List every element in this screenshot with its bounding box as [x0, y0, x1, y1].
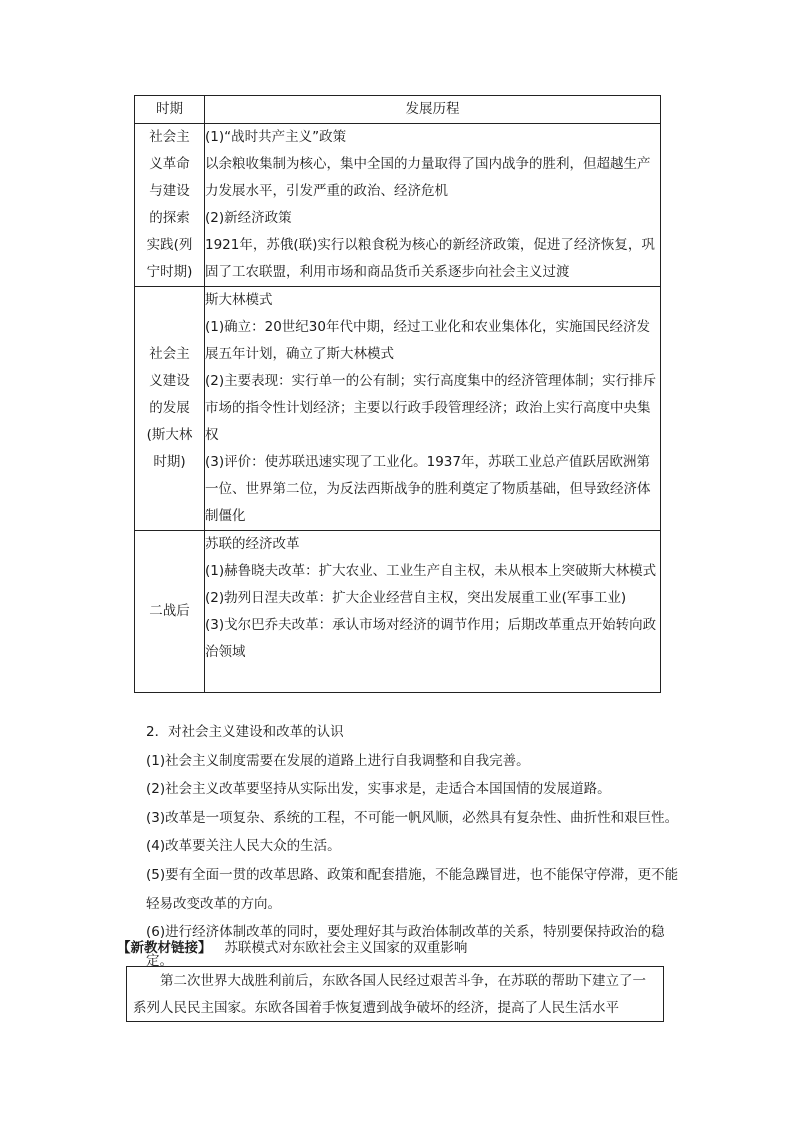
period-line: 实践(列: [146, 237, 193, 253]
textbook-link: [117, 938, 677, 958]
content-line: 以余粮收集制为核心，集中全国的力量取得了国内战争的胜利，但超越生产力发展水平，引发严重的政治、经济危机: [205, 156, 651, 199]
history-table: [134, 95, 661, 693]
content-line: (1)赫鲁晓夫改革：扩大农业、工业生产自主权，未从根本上突破斯大林模式: [205, 563, 657, 579]
period-cell: [135, 531, 205, 693]
content-line: 1921年，苏俄(联)实行以粮食税为核心的新经济政策，促进了经济恢复，巩固了工农联盟，利用市场和商品货币关系逐步向社会主义过渡: [205, 237, 655, 280]
table-row-postwar: [135, 531, 661, 693]
list-item: (4)改革要关注人民大众的生活。: [146, 838, 341, 855]
list-item: (5)要有全面一贯的改革思路、政策和配套措施，不能急躁冒进，也不能保守停滞，更不能轻易改变改革的方向。: [146, 866, 679, 912]
header-process: 发展历程: [205, 96, 661, 124]
link-tag: 【新教材链接】: [117, 940, 212, 956]
period-line: 社会主: [149, 129, 190, 145]
content-line: (2)勃列日涅夫改革：扩大企业经营自主权，突出发展重工业(军事工业): [205, 590, 627, 606]
period-cell: [135, 124, 205, 287]
section-heading: 2．对社会主义建设和改革的认识: [146, 724, 344, 740]
table-header-row: [135, 96, 661, 124]
period-line: (斯大林: [146, 427, 193, 443]
period-cell: [135, 287, 205, 531]
period-line: 时期): [153, 454, 186, 470]
excerpt-text: 第二次世界大战胜利前后，东欧各国人民经过艰苦斗争，在苏联的帮助下建立了一系列人民民主国家。东欧各国着手恢复遭到战争破坏的经济，提高了人民生活水平: [133, 973, 646, 1016]
content-cell: [205, 124, 661, 287]
period-line: 义革命: [149, 156, 190, 172]
content-line: (3)戈尔巴乔夫改革：承认市场对经济的调节作用；后期改革重点开始转向政治领域: [205, 617, 657, 660]
content-line: 苏联的经济改革: [205, 536, 300, 552]
content-line: (2)新经济政策: [205, 210, 292, 226]
excerpt-box: [126, 966, 664, 1022]
list-item: (3)改革是一项复杂、系统的工程，不可能一帆风顺，必然具有复杂性、曲折性和艰巨性。: [146, 809, 679, 826]
section-understanding: [146, 718, 686, 975]
table-row-stalin: [135, 287, 661, 531]
period-line: 义建设: [149, 373, 190, 389]
content-line: (1)“战时共产主义”政策: [205, 129, 347, 145]
link-title: 苏联模式对东欧社会主义国家的双重影响: [224, 940, 468, 956]
list-item: (1)社会主义制度需要在发展的道路上进行自我调整和自我完善。: [146, 752, 530, 769]
content-line: (3)评价：使苏联迅速实现了工业化。1937年，苏联工业总产值跃居欧洲第一位、世界第二位，为反法西斯战争的胜利奠定了物质基础，但导致经济体制僵化: [205, 454, 651, 524]
period-line: 宁时期): [146, 264, 193, 280]
content-line: (2)主要表现：实行单一的公有制；实行高度集中的经济管理体制；实行排斥市场的指令性计划经济；主要以行政手段管理经济；政治上实行高度中央集权: [205, 373, 657, 443]
content-line: (1)确立：20世纪30年代中期，经过工业化和农业集体化，实施国民经济发展五年计划，确立了斯大林模式: [205, 319, 650, 362]
header-period: 时期: [135, 96, 205, 124]
period-line: 二战后: [149, 603, 190, 619]
period-line: 的探索: [149, 210, 190, 226]
period-line: 社会主: [149, 346, 190, 362]
content-line: 斯大林模式: [205, 292, 273, 308]
list-item: (6)进行经济体制改革的同时，要处理好其与政治体制改革的关系，特别要保持政治的稳定。: [146, 924, 665, 969]
content-cell: [205, 531, 661, 693]
period-line: 的发展: [149, 400, 190, 416]
content-cell: [205, 287, 661, 531]
list-item: (2)社会主义改革要坚持从实际出发，实事求是，走适合本国国情的发展道路。: [146, 781, 611, 798]
table-row-lenin: [135, 124, 661, 287]
period-line: 与建设: [149, 183, 190, 199]
